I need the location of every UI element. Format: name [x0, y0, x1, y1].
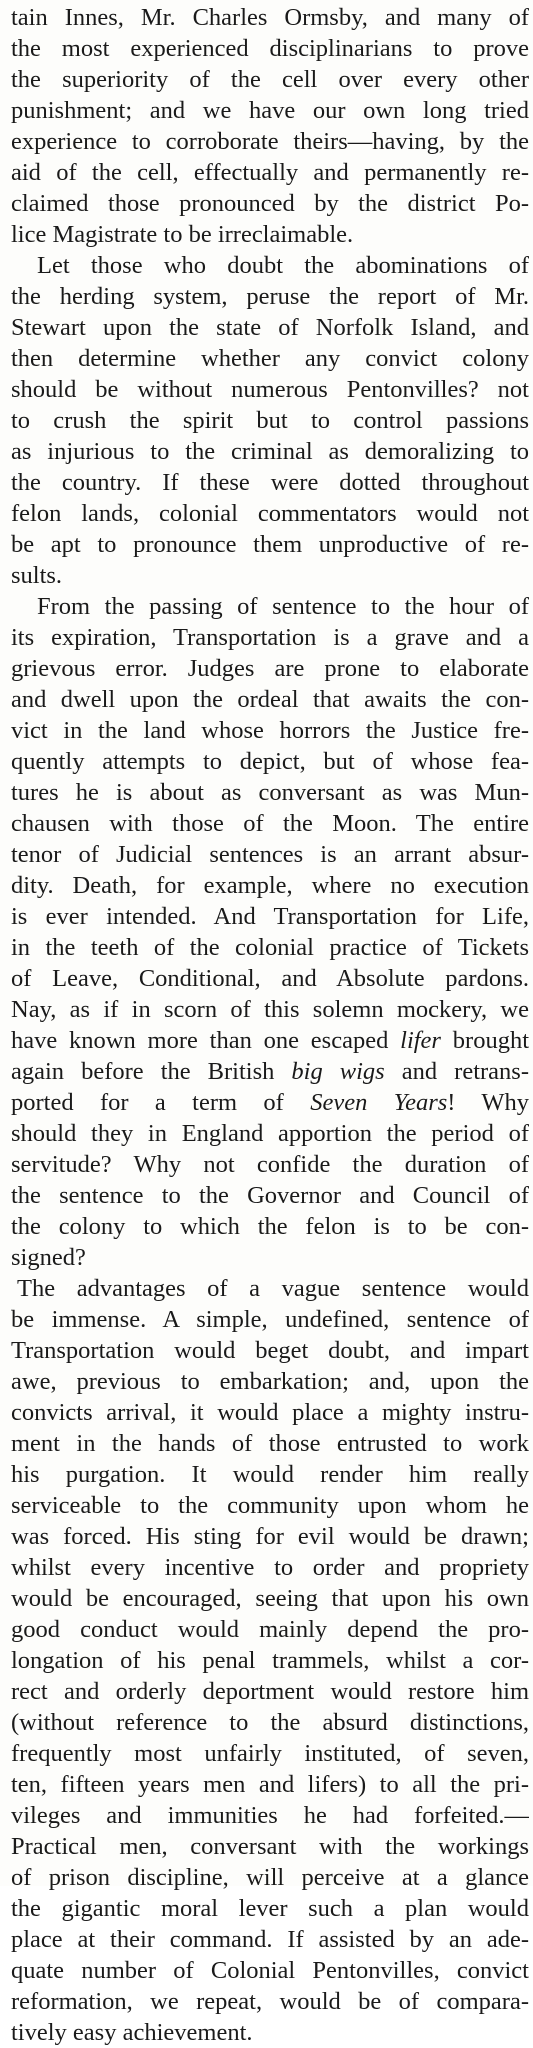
text-line: rect and orderly deportment would restore him: [11, 1678, 529, 1705]
text-line: felon lands, colonial commentators would not: [11, 500, 529, 527]
text-line-with-italic: [11, 1056, 529, 1087]
text-line: Practical men, conversant with the workings: [11, 1833, 529, 1860]
text-line: the most experienced disciplinarians to prove: [11, 35, 529, 62]
text-line-content: have known more than one escaped lifer brought: [11, 1027, 529, 1054]
text-line: his purgation. It would render him really: [11, 1461, 529, 1488]
text-line: quently attempts to depict, but of whose fea-: [11, 748, 529, 775]
text-line: in the teeth of the colonial practice of Tickets: [11, 934, 529, 961]
text-line: servitude? Why not confide the duration of: [11, 1151, 529, 1178]
text-line: punishment; and we have our own long tried: [11, 97, 529, 124]
text-line: place at their command. If assisted by an ade-: [11, 1926, 529, 1953]
text-line: of Leave, Conditional, and Absolute pardons.: [11, 965, 529, 992]
text-line: lice Magistrate to be irreclaimable.: [11, 221, 354, 248]
text-line: sults.: [11, 562, 63, 589]
text-line: and dwell upon the ordeal that awaits the con-: [11, 686, 529, 713]
paragraph-4: [11, 1273, 529, 2048]
text-line: be immense. A simple, undefined, sentence of: [11, 1306, 529, 1333]
paragraph-2: [11, 250, 529, 591]
text-line: experience to corroborate theirs—having, by the: [11, 128, 529, 155]
text-line: vileges and immunities he had forfeited.—: [11, 1802, 529, 1829]
text-line: tures he is about as conversant as was Mun-: [11, 779, 529, 806]
text-line: reformation, we repeat, would be of compara-: [11, 1988, 529, 2015]
text-line: signed?: [11, 1244, 86, 1271]
text-line: dity. Death, for example, where no execution: [11, 872, 529, 899]
text-line: would be encouraged, seeing that upon his own: [11, 1585, 529, 1612]
text-line: The advantages of a vague sentence would: [17, 1275, 529, 1302]
text-line: is ever intended. And Transportation for Life,: [11, 903, 529, 930]
text-line: ment in the hands of those entrusted to work: [11, 1430, 529, 1457]
text-line: convicts arrival, it would place a mighty instru-: [11, 1399, 529, 1426]
text-line: (without reference to the absurd distinctions,: [11, 1709, 529, 1736]
text-line: should they in England apportion the period of: [11, 1120, 529, 1147]
text-line: the colony to which the felon is to be con-: [11, 1213, 529, 1240]
italic-word: Seven Years: [310, 1089, 448, 1116]
text-line: Stewart upon the state of Norfolk Island, and: [11, 314, 529, 341]
text-line: grievous error. Judges are prone to elaborate: [11, 655, 529, 682]
text-line: to crush the spirit but to control passions: [11, 407, 529, 434]
text-line: as injurious to the criminal as demoralizing to: [11, 438, 529, 465]
text-line: tively easy achievement.: [11, 2019, 253, 2046]
text-line: good conduct would mainly depend the pro-: [11, 1616, 529, 1643]
text-line: vict in the land whose horrors the Justice fre-: [11, 717, 529, 744]
paragraph-1: [11, 2, 529, 250]
text-line: aid of the cell, effectually and permanently re-: [11, 159, 529, 186]
text-line: serviceable to the community upon whom he: [11, 1492, 529, 1519]
text-line-with-italic: [11, 1087, 529, 1118]
text-line: claimed those pronounced by the district Po-: [11, 190, 529, 217]
text-line-with-italic: [11, 1025, 529, 1056]
text-line: From the passing of sentence to the hour of: [37, 593, 529, 620]
text-line: whilst every incentive to order and propriety: [11, 1554, 529, 1581]
text-line: the gigantic moral lever such a plan would: [11, 1895, 529, 1922]
text-line: was forced. His sting for evil would be drawn;: [11, 1523, 529, 1550]
text-line: the sentence to the Governor and Council of: [11, 1182, 529, 1209]
text-line: the country. If these were dotted throughout: [11, 469, 529, 496]
text-line: the superiority of the cell over every other: [11, 66, 529, 93]
text-line: the herding system, peruse the report of Mr.: [11, 283, 529, 310]
text-line-content: again before the British big wigs and retrans-: [11, 1058, 529, 1085]
text-line: quate number of Colonial Pentonvilles, convict: [11, 1957, 529, 1984]
text-line: frequently most unfairly instituted, of seven,: [11, 1740, 529, 1767]
text-line-content: ported for a term of Seven Years! Why: [11, 1089, 529, 1116]
text-line: awe, previous to embarkation; and, upon the: [11, 1368, 529, 1395]
text-line: should be without numerous Pentonvilles? not: [11, 376, 529, 403]
text-line: tenor of Judicial sentences is an arrant absur-: [11, 841, 529, 868]
italic-word: big wigs: [291, 1058, 385, 1085]
text-line: then determine whether any convict colony: [11, 345, 529, 372]
text-line: ten, fifteen years men and lifers) to all the pri-: [11, 1771, 529, 1798]
text-line: of prison discipline, will perceive at a glance: [11, 1864, 529, 1891]
italic-word: lifer: [400, 1027, 441, 1054]
text-line: chausen with those of the Moon. The entire: [11, 810, 529, 837]
text-line: its expiration, Transportation is a grave and a: [11, 624, 529, 651]
text-line: tain Innes, Mr. Charles Ormsby, and many of: [11, 4, 529, 31]
text-line: Nay, as if in scorn of this solemn mockery, we: [11, 996, 529, 1023]
text-line: Transportation would beget doubt, and impart: [11, 1337, 529, 1364]
paragraph-3: [11, 591, 529, 1273]
text-line: longation of his penal trammels, whilst a cor-: [11, 1647, 529, 1674]
text-line: be apt to pronounce them unproductive of re-: [11, 531, 529, 558]
text-line: Let those who doubt the abominations of: [37, 252, 529, 279]
